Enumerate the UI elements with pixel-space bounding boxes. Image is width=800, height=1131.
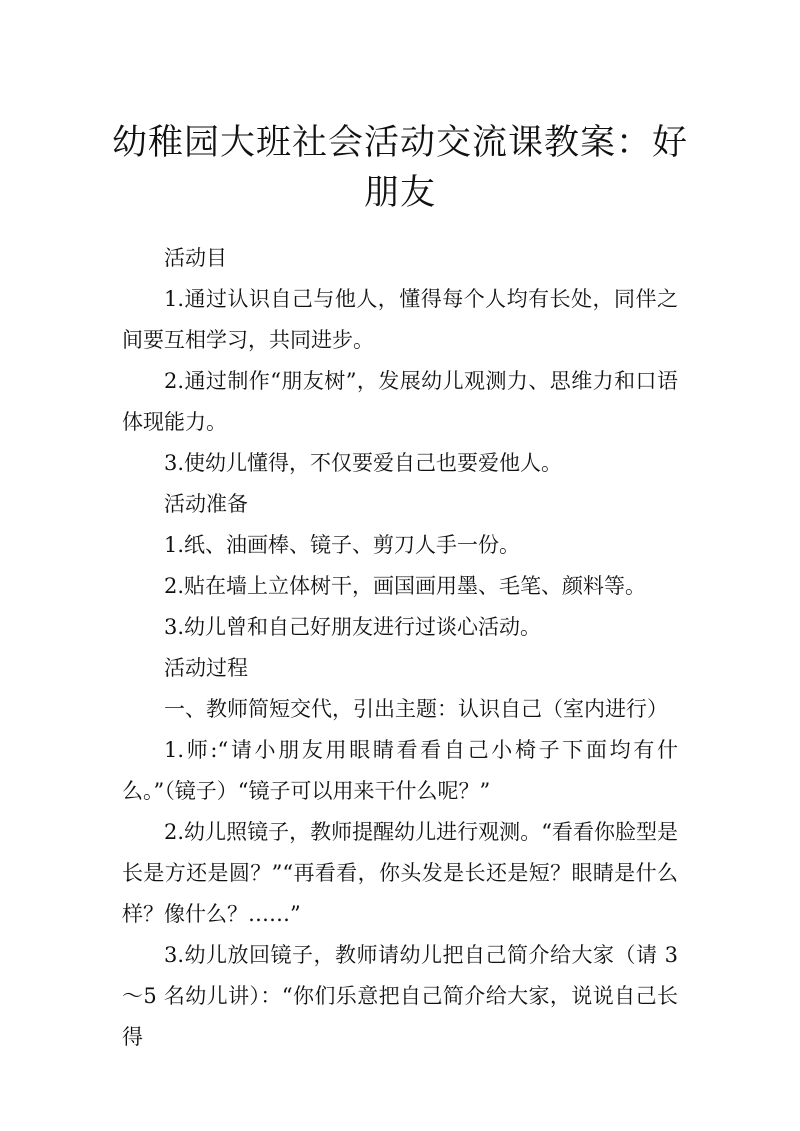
- paragraph-preparation-1: 1.纸、油画棒、镜子、剪刀人手一份。: [164, 533, 521, 557]
- paragraph-objective-3: 3.使幼儿懂得，不仅要爱自己也要爱他人。: [164, 451, 563, 475]
- paragraph-process-heading: 活动过程: [164, 656, 248, 680]
- paragraph-process-1: 1.师:“请小朋友用眼睛看看自己小椅子下面均有什么。”（镜子）“镜子可以用来干什么呢？”: [122, 738, 678, 803]
- paragraph-objectives-heading: 活动目: [164, 246, 227, 270]
- paragraph-preparation-2: 2.贴在墙上立体树干，画国画用墨、毛笔、颜料等。: [164, 574, 647, 598]
- paragraph-preparation-heading: 活动准备: [164, 492, 248, 516]
- document-title: 幼稚园大班社会活动交流课教案：好朋友: [111, 123, 688, 214]
- paragraph-preparation-3: 3.幼儿曾和自己好朋友进行过谈心活动。: [164, 615, 542, 639]
- paragraph-objective-2: 2.通过制作“朋友树”，发展幼儿观测力、思维力和口语体现能力。: [122, 369, 678, 434]
- paragraph-process-3: 3.幼儿放回镜子，教师请幼儿把自己简介给大家（请 3～5 名幼儿讲）：“你们乐意把自己简介给大家，说说自己长得: [122, 943, 678, 1049]
- paragraph-process-2: 2.幼儿照镜子，教师提醒幼儿进行观测。“看看你脸型是长是方还是圆？”“再看看，你头发是长还是短？眼睛是什么样？像什么？……”: [122, 820, 678, 926]
- paragraph-objective-1: 1.通过认识自己与他人，懂得每个人均有长处，同伴之间要互相学习，共同进步。: [122, 287, 678, 352]
- paragraph-process-step-1: 一、教师简短交代，引出主题：认识自己（室内进行）: [164, 697, 668, 721]
- document-body: [122, 238, 678, 1058]
